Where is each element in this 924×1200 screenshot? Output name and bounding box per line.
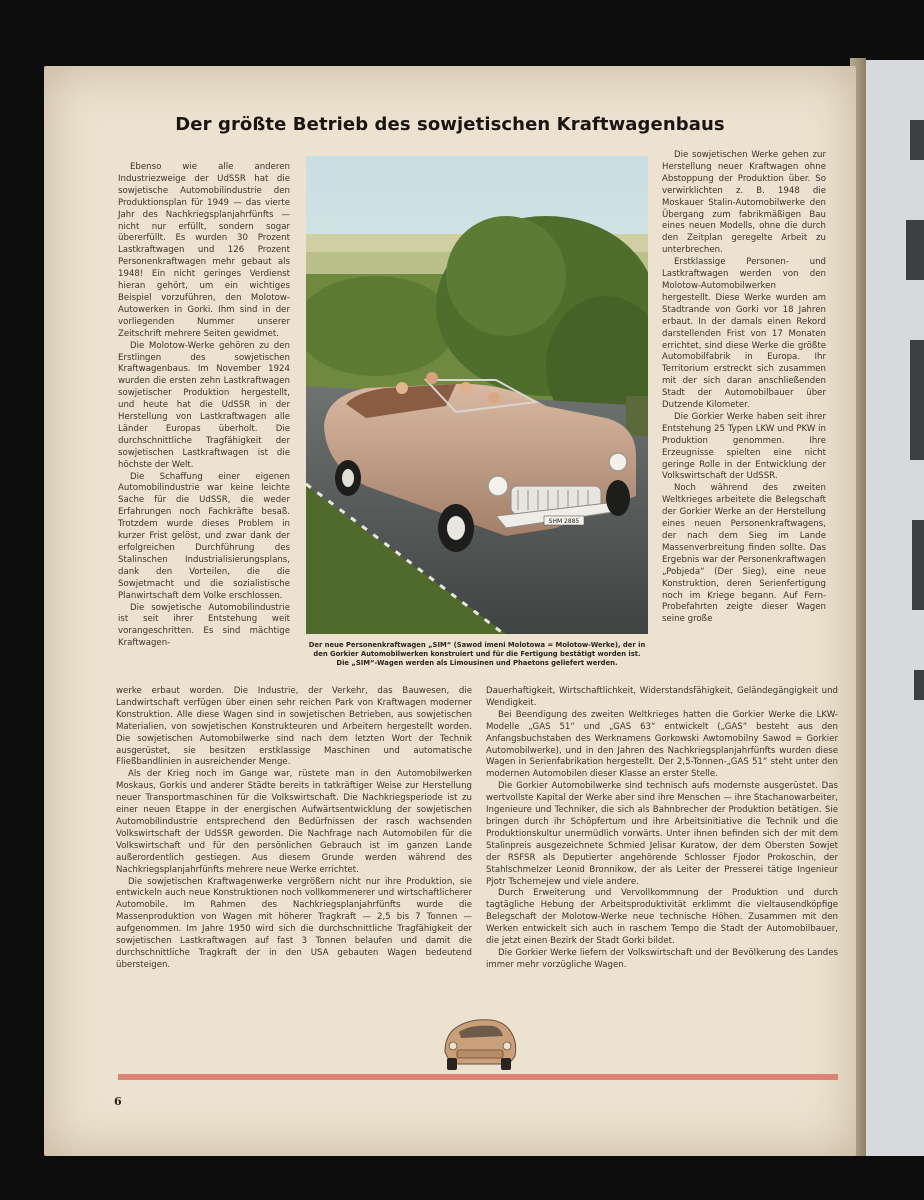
paragraph: Noch während des zweiten Weltkrieges arbeitete die Belegschaft der Gorkier Werke an der Herstellung eines neuen Personenkraftwagens, der nach dem Sieg im Lande Massenverbreitung finden sollte. Das Ergebnis war der Personenkraftwagen „Pobjeda“ (Der Sieg), eine neue Konstruktion, deren Serienfertigung noch im Kriege begann. Auf Fern-Probefahrten zeigte dieser Wagen seine große: [662, 483, 826, 625]
small-car-illustration: [437, 1012, 521, 1076]
paragraph: Die Gorkier Werke liefern der Volkswirtschaft und der Bevölkerung des Landes immer mehr vorzügliche Wagen.: [486, 947, 838, 970]
license-plate: SHM 2885: [548, 518, 580, 525]
paragraph: Die sowjetischen Werke gehen zur Herstellung neuer Kraftwagen ohne Abstoppung der Produktion über. So verwirklichten z. B. 1948 die Moskauer Stalin-Automobilwerke den Übergang zum fabrikmäßigen Bau eines neuen Modells, ohne die durch den Zeitplan geregelte Arbeit zu unterbrechen.: [662, 150, 826, 256]
lower-right-column: [486, 686, 838, 972]
paragraph: Die sowjetischen Kraftwagenwerke vergrößern nicht nur ihre Produktion, sie entwickeln auch neue Konstruktionen noch vollkommenerer und wirtschaftlicherer Automobile. Im Rahmen des Nachkriegsplanjahrfünfts wurde die Massenproduktion von Wagen mit höherer Tragkraft — 2,5 bis 7 Tonnen — aufgenommen. Im Jahre 1950 wird sich die durchschnittliche Tragfähigkeit der sowjetischen Lastkraftwagen auf fast 3 Tonnen belaufen und damit die durchschnittliche Tragkraft der in den USA gebauten Wagen bedeutend übersteigen.: [116, 876, 472, 970]
left-column: [118, 162, 290, 650]
paragraph: Erstklassige Personen- und Lastkraftwagen werden von den Molotow-Automobilwerken hergestellt. Diese Werke wurden am Stadtrande von Gorki vor 18 Jahren erbaut. In der damals einen Rekord darstellenden Frist von 17 Monaten errichtet, sind diese Werke die größte Automobilfabrik in Europa. Ihr Territorium erstreckt sich zusammen mit der sich daran anschließenden Stadt der Automobilbauer über Dutzende Kilometer.: [662, 257, 826, 411]
page-title: Der größte Betrieb des sowjetischen Kraftwagenbaus: [175, 114, 725, 135]
decorative-stripe: [118, 1074, 838, 1080]
next-page-edge: [866, 60, 924, 1156]
sim-cabriolet-photo: [306, 156, 648, 634]
paragraph: Die sowjetische Automobilindustrie ist seit ihrer Entstehung weit vorangeschritten. Es sind mächtige Kraftwagen-: [118, 602, 290, 649]
paragraph: Dauerhaftigkeit, Wirtschaftlichkeit, Widerstandsfähigkeit, Geländegängigkeit und Wendigkeit.: [486, 686, 838, 708]
right-column: [662, 150, 826, 626]
paragraph: Die Molotow-Werke gehören zu den Erstlingen des sowjetischen Kraftwagenbaus. Im November 1924 wurden die ersten zehn Lastkraftwagen sowjetischer Produktion hergestellt, und heute hat die UdSSR in der Herstellung von Lastkraftwagen alle Länder Europas überholt. Die durchschnittliche Tragfähigkeit der sowjetischen Lastkraftwagen ist die höchste der Welt.: [118, 340, 290, 470]
magazine-page: [44, 66, 856, 1156]
paragraph: Bei Beendigung des zweiten Weltkrieges hatten die Gorkier Werke die LKW-Modelle „GAS 51“ und „GAS 63“ entwickelt („GAS“ besteht aus den Anfangsbuchstaben des Werknamens Gorkowski Awtomobilny Sawod = Gorkier Automobilwerke), und in den Jahren des Nachkriegsplanjahrfünfts wurden diese Wagen in Serienfabrikation hergestellt. Der 2,5-Tonnen-„GAS 51“ steht unter den modernen Automobilen dieser Klasse an erster Stelle.: [486, 709, 838, 780]
paragraph: Als der Krieg noch im Gange war, rüstete man in den Automobilwerken Moskaus, Gorkis und anderer Städte bereits in tatkräftiger Weise zur Herstellung neuer Transportmaschinen für die Volkswirtschaft. Die Nachkriegsperiode ist zu einer neuen Etappe in der energischen Aufwärtsentwicklung der sowjetischen Automobilindustrie entsprechend den Bedürfnissen der rasch wachsenden Volkswirtschaft der UdSSR geworden. Die Nachfrage nach Automobilen für die Volkswirtschaft und für den persönlichen Gebrauch ist im ganzen Lande außerordentlich gestiegen. Aus diesem Grunde werden während des Nachkriegsplanjahrfünfts mehrere neue Werke errichtet.: [116, 769, 472, 875]
paragraph: werke erbaut worden. Die Industrie, der Verkehr, das Bauwesen, die Landwirtschaft verfügen über einen sehr reichen Park von Kraftwagen moderner Konstruktion. Alle diese Wagen sind in sowjetischen Betrieben, aus sowjetischen Materialien, von sowjetischen Konstrukteuren und Arbeitern hergestellt worden. Die sowjetischen Automobilwerke sind nach dem letzten Wort der Technik ausgerüstet, sie besitzen erstklassige Maschinen und automatische Fließbandlinien in ausreichender Menge.: [116, 686, 472, 768]
paragraph: Ebenso wie alle anderen Industriezweige der UdSSR hat die sowjetische Automobilindustrie den Produktionsplan für 1949 — das vierte Jahr des Nachkriegsplanjahrfünfts — nicht nur erfüllt, sondern sogar übererfüllt. Es wurden 30 Prozent Lastkraftwagen und 126 Prozent Personenkraftwagen mehr gebaut als 1948! Ein nicht geringes Verdienst hieran gehört, um ein wichtiges Beispiel vorzuführen, den Molotow-Autowerken in Gorki. Ihm sind in der vorliegenden Nummer unserer Zeitschrift mehrere Seiten gewidmet.: [118, 162, 290, 339]
paragraph: Die Gorkier Automobilwerke sind technisch aufs modernste ausgerüstet. Das wertvollste Kapital der Werke aber sind ihre Menschen — ihre Stachanowarbeiter, Ingenieure und Techniker, die sich als Bahnbrecher der Produktion betätigen. Sie bringen durch ihr Schöpfertum und ihre Arbeitsinitiative die Technik und die Produktionskultur unermüdlich vorwärts. Unter ihnen befinden sich der mit dem Stalinpreis ausgezeichnete Schmied Jelisar Kuratow, der dem Obersten Sowjet der RSFSR als Deputierter angehörende Schlosser Fjodor Prokoschin, der Stahlschmelzer Leonid Bronnikow, der als Leiter der Presserei tätige Ingenieur Pjotr Tschernejew und viele andere.: [486, 781, 838, 887]
paragraph: Die Gorkier Werke haben seit ihrer Entstehung 25 Typen LKW und PKW in Produktion genommen. Ihre Erzeugnisse spielten eine nicht geringe Rolle in der Entwicklung der Volkswirtschaft der UdSSR.: [662, 411, 826, 482]
lower-left-column: [116, 686, 472, 972]
page-number: 6: [114, 1095, 122, 1108]
car-photo: [306, 156, 648, 634]
paragraph: Die Schaffung einer eigenen Automobilindustrie war keine leichte Sache für die UdSSR, die weder Erfahrungen noch Fachkräfte besaß. Trotzdem wurde dieses Problem in kurzer Frist gelöst, und zwar dank der erfolgreichen Durchführung des Stalinschen Industrialisierungsplans, dank den Vorteilen, die die Sowjetmacht und die sozialistische Planwirtschaft dem Volke erschlossen.: [118, 471, 290, 601]
photo-caption: Der neue Personenkraftwagen „SIM“ (Sawod imeni Molotowa = Molotow-Werke), der in den Gorkier Automobilwerken konstruiert und für die Fertigung bestätigt worden ist. Die „SIM“-Wagen werden als Limousinen und Phaetons geliefert werden.: [308, 641, 646, 667]
paragraph: Durch Erweiterung und Vervollkommnung der Produktion und durch tagtägliche Hebung der Arbeitsproduktivität erklimmt die vieltausendköpfige Belegschaft der Molotow-Werke neue technische Höhen. Zusammen mit den Werken entwickelt sich auch in raschem Tempo die Stadt der Automobilbauer, die jetzt einen Bezirk der Stadt Gorki bildet.: [486, 888, 838, 947]
